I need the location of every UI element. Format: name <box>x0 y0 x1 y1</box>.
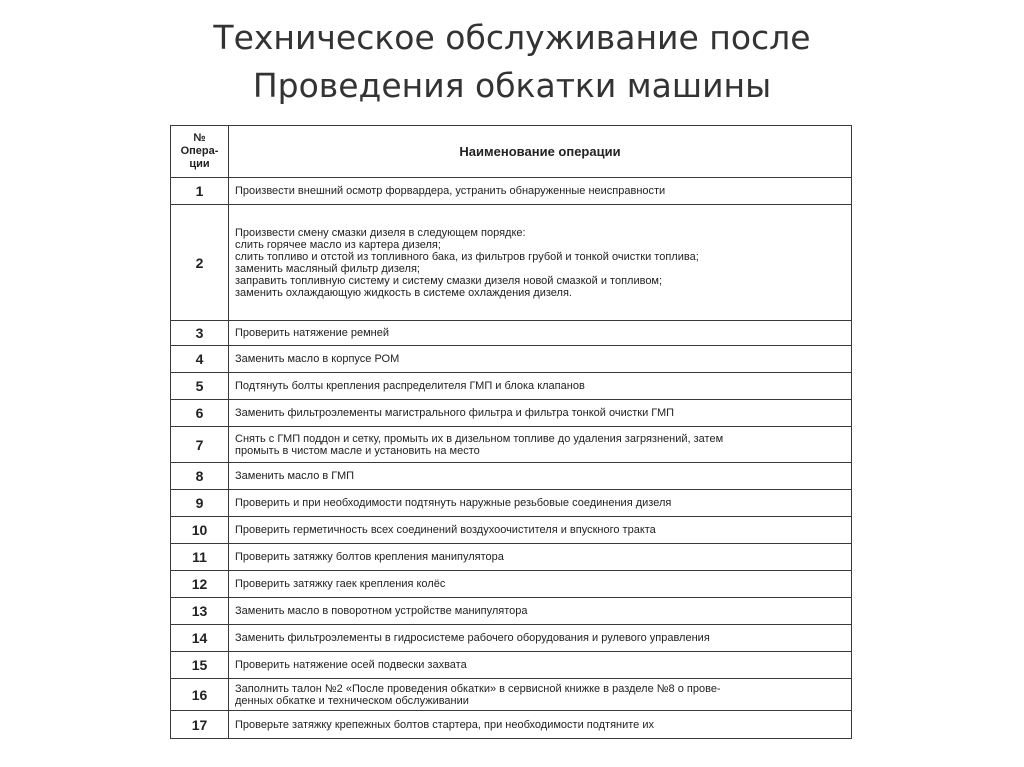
row-text: Произвести смену смазки дизеля в следующем порядке: слить горячее масло из картера дизеля; слить топливо и отстой из топливного бака, из фильтров грубой и тонкой очистки топлива; заменить масляный фильтр дизеля; заправить топливную систему и систему смазки дизеля новой смазкой и топливом; заменить охлаждающую жидкость в системе охлаждения дизеля. <box>229 205 852 321</box>
row-number: 16 <box>171 679 229 711</box>
row-text: Заменить фильтроэлементы в гидросистеме рабочего оборудования и рулевого управления <box>229 625 852 652</box>
row-text: Заполнить талон №2 «После проведения обкатки» в сервисной книжке в разделе №8 о прове- денных обкатке и техническом обслуживании <box>229 679 852 711</box>
row-text: Заменить масло в корпусе РОМ <box>229 346 852 373</box>
row-text: Заменить фильтроэлементы магистрального фильтра и фильтра тонкой очистки ГМП <box>229 400 852 427</box>
table-header-row <box>171 126 852 178</box>
table-row <box>171 544 852 571</box>
row-text: Проверить затяжку гаек крепления колёс <box>229 571 852 598</box>
slide-title <box>0 14 1024 110</box>
operations-table <box>170 125 852 739</box>
table-row <box>171 321 852 346</box>
row-number: 17 <box>171 711 229 739</box>
row-number: 10 <box>171 517 229 544</box>
row-number: 12 <box>171 571 229 598</box>
row-number: 13 <box>171 598 229 625</box>
row-text: Снять с ГМП поддон и сетку, промыть их в дизельном топливе до удаления загрязнений, затем промыть в чистом масле и установить на место <box>229 427 852 463</box>
table-row <box>171 178 852 205</box>
row-text: Подтянуть болты крепления распределителя ГМП и блока клапанов <box>229 373 852 400</box>
table-row <box>171 373 852 400</box>
row-number: 4 <box>171 346 229 373</box>
row-text: Проверить натяжение ремней <box>229 321 852 346</box>
table-row <box>171 652 852 679</box>
row-number: 3 <box>171 321 229 346</box>
row-number: 5 <box>171 373 229 400</box>
row-text: Проверить затяжку болтов крепления манипулятора <box>229 544 852 571</box>
table-row <box>171 517 852 544</box>
table-row <box>171 679 852 711</box>
row-number: 1 <box>171 178 229 205</box>
row-number: 11 <box>171 544 229 571</box>
table-row <box>171 205 852 321</box>
title-line-1: Техническое обслуживание после <box>213 18 811 57</box>
row-number: 14 <box>171 625 229 652</box>
row-text: Проверить натяжение осей подвески захвата <box>229 652 852 679</box>
table-row <box>171 427 852 463</box>
table-row <box>171 490 852 517</box>
table-row <box>171 346 852 373</box>
row-number: 7 <box>171 427 229 463</box>
row-number: 2 <box>171 205 229 321</box>
table-row <box>171 711 852 739</box>
row-number: 15 <box>171 652 229 679</box>
row-text: Произвести внешний осмотр форвардера, устранить обнаруженные неисправности <box>229 178 852 205</box>
row-text: Заменить масло в ГМП <box>229 463 852 490</box>
row-number: 8 <box>171 463 229 490</box>
table-row <box>171 598 852 625</box>
table-row <box>171 400 852 427</box>
row-number: 6 <box>171 400 229 427</box>
table-row <box>171 571 852 598</box>
header-operation-number: № Опера- ции <box>171 126 229 178</box>
row-text: Проверить и при необходимости подтянуть наружные резьбовые соединения дизеля <box>229 490 852 517</box>
row-text: Заменить масло в поворотном устройстве манипулятора <box>229 598 852 625</box>
title-line-2: Проведения обкатки машины <box>252 66 772 105</box>
table-row <box>171 625 852 652</box>
header-operation-name: Наименование операции <box>229 126 852 178</box>
row-text: Проверить герметичность всех соединений воздухоочистителя и впускного тракта <box>229 517 852 544</box>
table-row <box>171 463 852 490</box>
row-text: Проверьте затяжку крепежных болтов стартера, при необходимости подтяните их <box>229 711 852 739</box>
row-number: 9 <box>171 490 229 517</box>
